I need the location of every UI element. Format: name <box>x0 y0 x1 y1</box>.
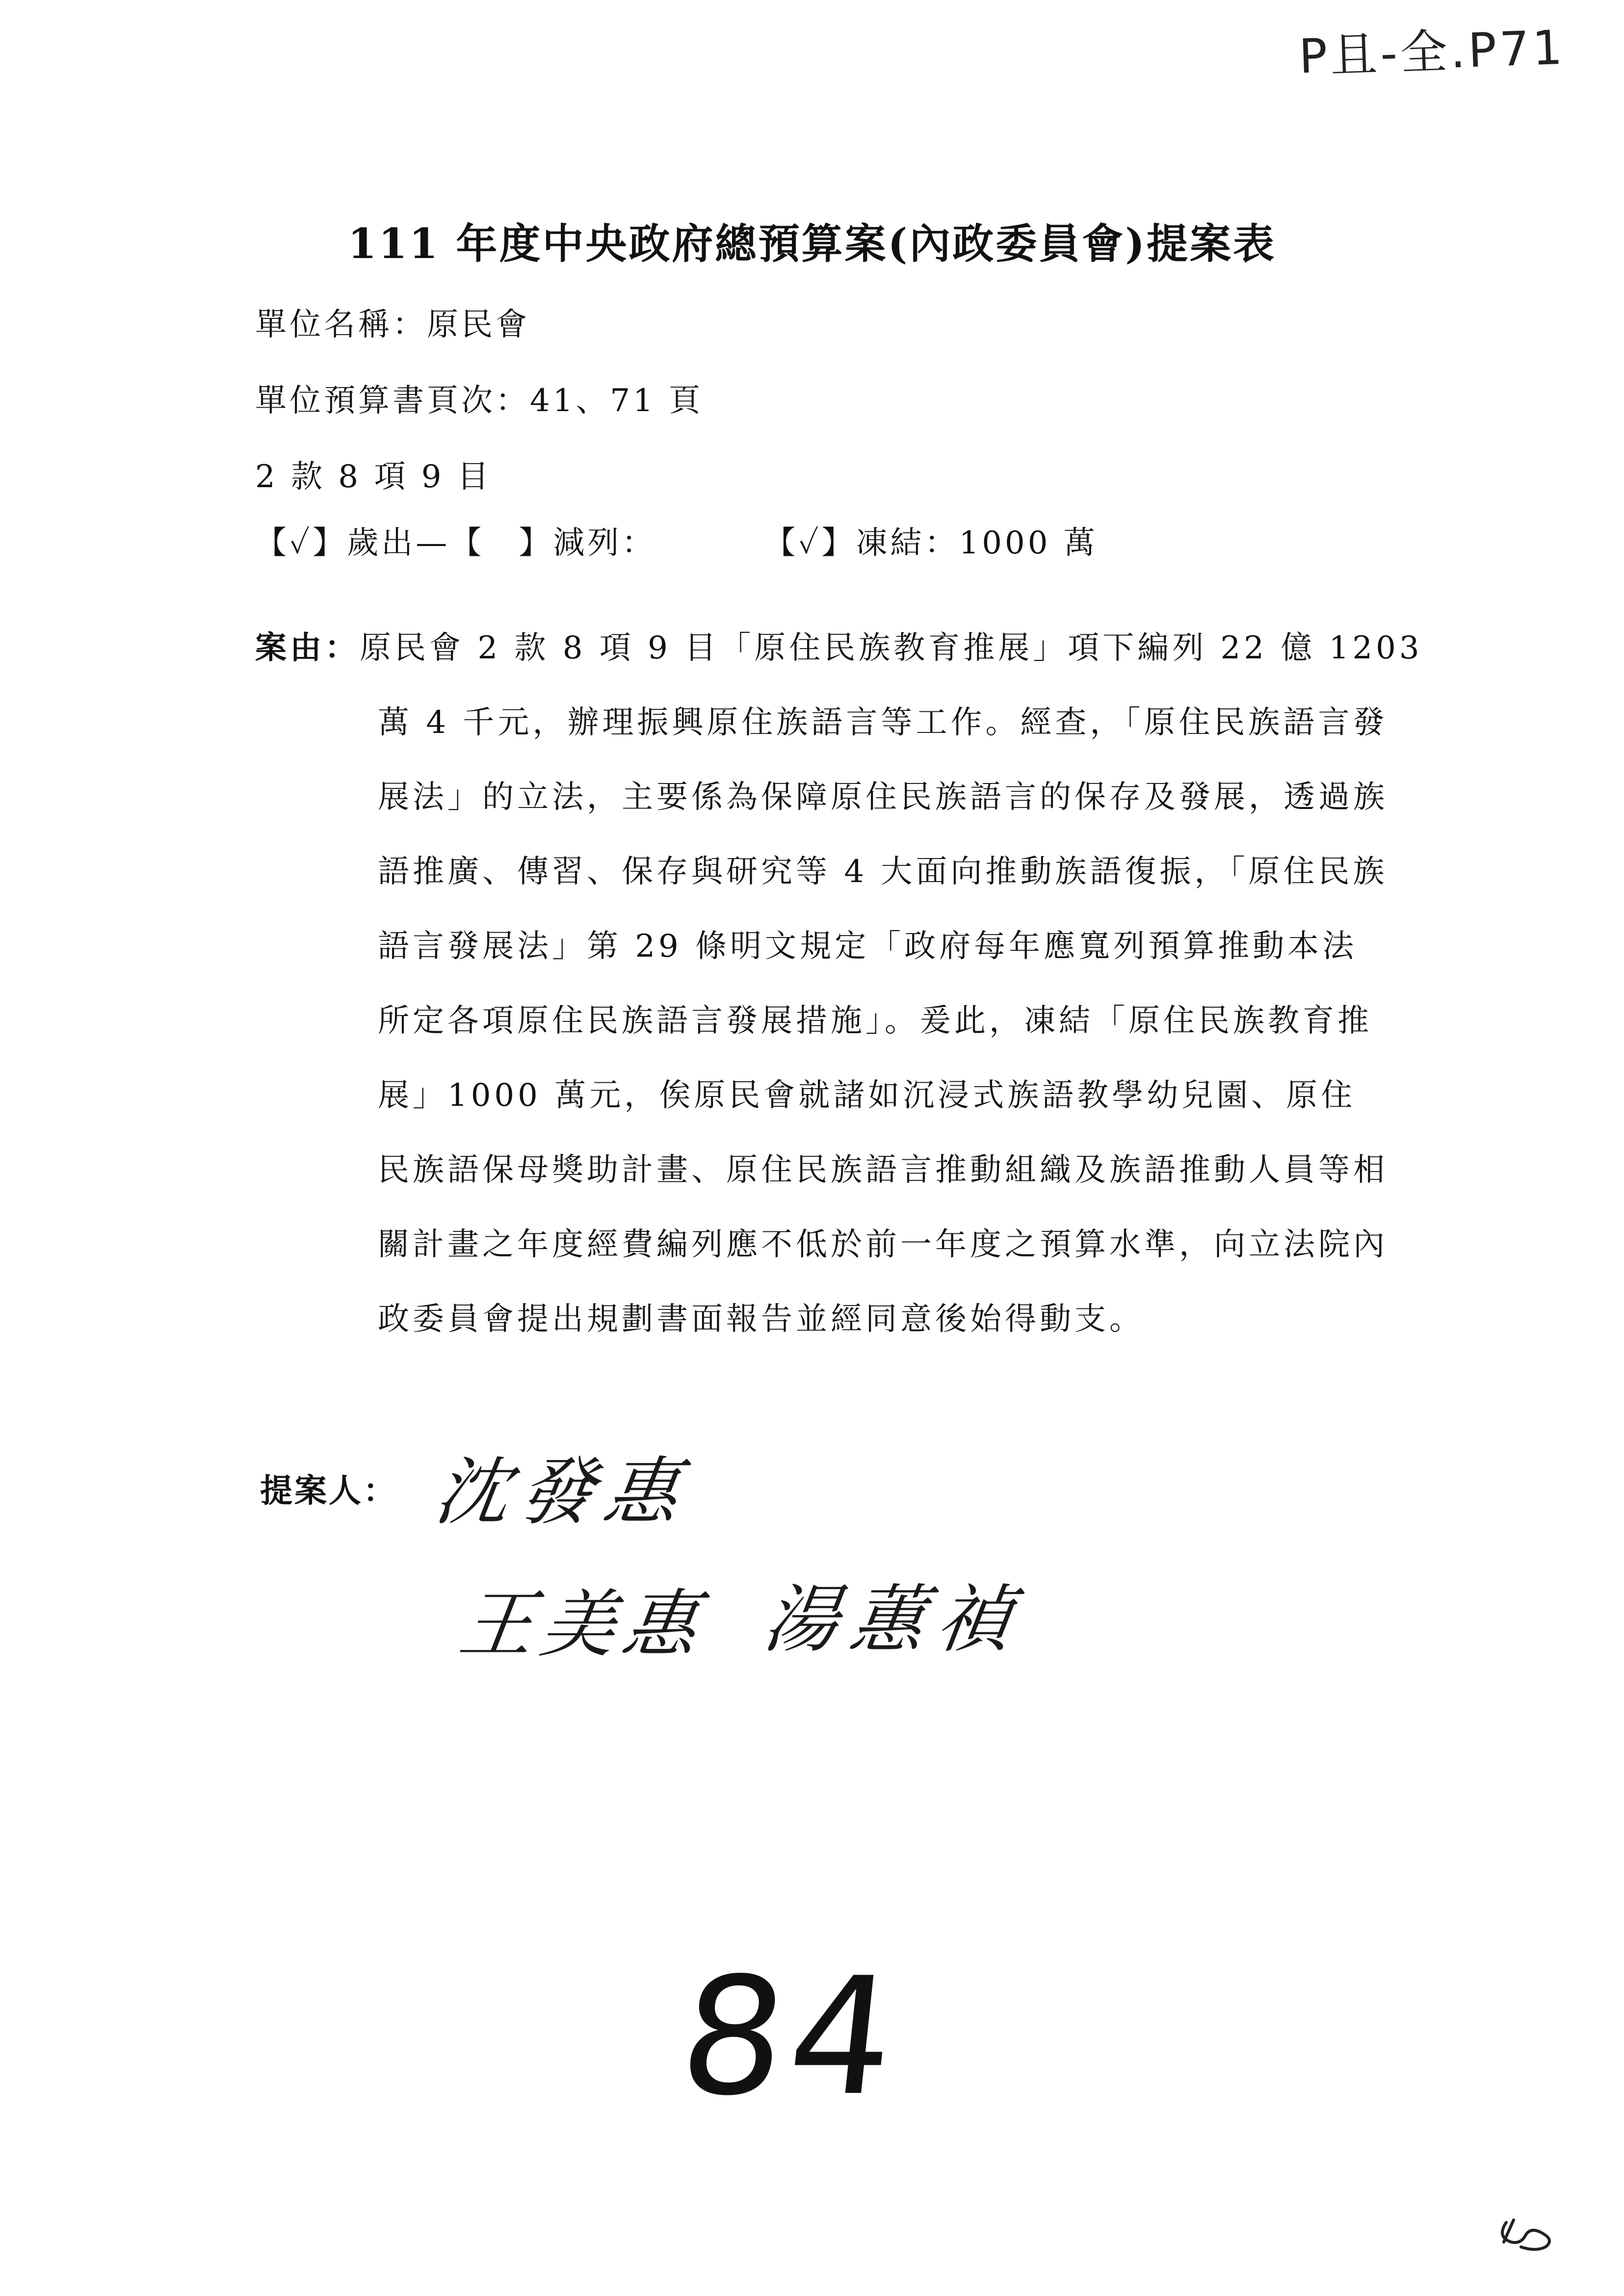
handwritten-page-number: 84 <box>672 1943 908 2131</box>
reason-label: 案由： <box>255 630 360 666</box>
budget-item-field: 2 款 8 項 9 目 <box>255 459 492 495</box>
expenditure-cut-option: 【✓】歲出—【 】減列： <box>255 525 656 561</box>
reason-section <box>255 611 1423 1357</box>
budget-pages-field: 單位預算書頁次：41、71 頁 <box>255 383 704 419</box>
signature: 王美惠 <box>454 1582 711 1668</box>
corner-annotation: P且-全.P71 <box>1298 20 1567 84</box>
page-title: 111 年度中央政府總預算案(內政委員會)提案表 <box>347 219 1277 268</box>
unit-name-field: 單位名稱：原民會 <box>255 307 530 343</box>
signature: 沈發惠 <box>429 1450 695 1535</box>
reason-body: 萬 4 千元，辦理振興原住族語言等工作。經查，「原住民族語言發展法」的立法，主要係為保障原住民族語言的保存及發展，透過族語推廣、傳習、保存與研究等 4 大面向推動族語復振，「原住民族語言發展法」第 29 條明文規定「政府每年應寬列預算推動本法所定各項原住民族語言發展措施」。爰此，凍結「原住民族教育推展」1000 萬元，俟原民會就諸如沉浸式族語教學幼兒園、原住民族語保母獎助計畫、原住民族語言推動組織及族語推動人員等相關計畫之年度經費編列應不低於前一年度之預算水準，向立法院內政委員會提出規劃書面報告並經同意後始得動支。 <box>378 704 1388 1337</box>
reason-first-line <box>255 611 1423 685</box>
scribble-mark <box>1492 2208 1565 2257</box>
freeze-option: 【✓】凍結：1000 萬 <box>764 525 1098 561</box>
signature: 湯蕙禎 <box>758 1577 1030 1663</box>
reason-first-text: 原民會 2 款 8 項 9 目「原住民族教育推展」項下編列 22 億 1203 <box>360 630 1423 666</box>
proposer-label: 提案人： <box>260 1472 397 1510</box>
options-row <box>255 518 1098 563</box>
